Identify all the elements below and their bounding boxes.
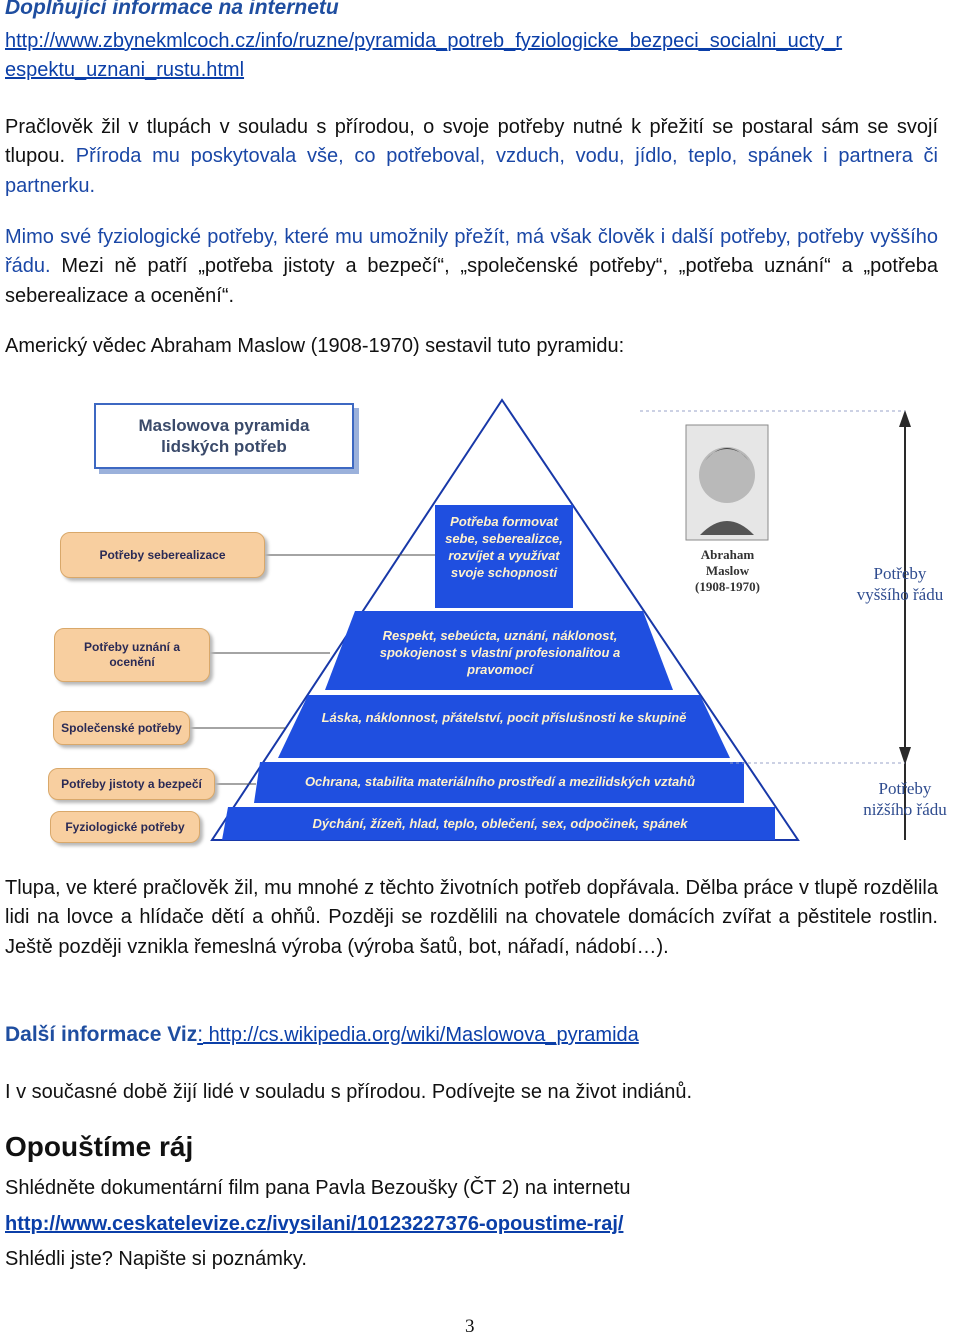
label-higher-line2: vyššího řádu — [856, 585, 944, 604]
step-text-4: Ochrana, stabilita materiálního prostředí a mezilidských vztahů — [304, 774, 696, 789]
film-outro: Shlédli jste? Napište si poznámky. — [5, 1248, 307, 1270]
page-number: 3 — [465, 1316, 475, 1337]
step-text-top: Potřeba formovat sebe, seberealizce, rozvíjet a využívat svoje schopnosti — [445, 514, 563, 580]
label-lower-line1: Potřeby — [878, 779, 932, 798]
label-lower-line2: nižšího řádu — [863, 800, 947, 819]
portrait-caption-name1: Abraham — [700, 547, 755, 562]
paragraph-2-blue: Mimo své fyziologické potřeby, které mu umožnily přežít, má však člověk i další potřeby, potřeby vyššího řádu. — [5, 226, 938, 278]
step-text-5: Dýchání, žízeň, hlad, teplo, oblečení, sex, odpočinek, spánek — [312, 816, 688, 831]
url-link-line2[interactable]: espektu_uznani_rustu.html — [5, 59, 245, 81]
paragraph-5: I v současné době žijí lidé v souladu s přírodou. Podívejte se na život indiánů. — [5, 1081, 693, 1103]
paragraph-1 — [5, 113, 938, 201]
url-link-line1[interactable]: http://www.zbynekmlcoch.cz/info/ruzne/pyramida_potreb_fyziologicke_bezpeci_socialni_ucty_r — [5, 30, 843, 52]
label-higher-needs — [845, 563, 955, 605]
arrow-down-icon — [899, 747, 911, 765]
paragraph-3: Americký vědec Abraham Maslow (1908-1970) sestavil tuto pyramidu: — [5, 335, 625, 357]
more-info-line — [5, 1020, 639, 1050]
paragraph-2-black: Mezi ně patří „potřeba jistoty a bezpečí“, „společenské potřeby“, „potřeba uznání“ a „potřeba seberealizace a ocenění“. — [5, 255, 938, 307]
maslow-portrait-face — [699, 447, 755, 503]
wikipedia-link[interactable]: http://cs.wikipedia.org/wiki/Maslowova_pyramida — [203, 1024, 639, 1046]
label-fyziologicke: Fyziologické potřeby — [50, 811, 200, 843]
ceskatelevize-link[interactable]: http://www.ceskatelevize.cz/ivysilani/10123227376-opoustime-raj/ — [5, 1213, 624, 1235]
paragraph-1-blue: Příroda mu poskytovala vše, co potřeboval, vzduch, vodu, jídlo, teplo, spánek i partnera či partnerku. — [5, 145, 938, 197]
section-heading-opoustime-raj: Opouštíme ráj — [5, 1131, 194, 1162]
more-info-colon: : — [197, 1023, 204, 1046]
step-text-2: Respekt, sebeúcta, uznání, náklonost, spokojenost s vlastní profesionalitou a pravomocí — [379, 628, 621, 677]
film-intro: Shlédněte dokumentární film pana Pavla Bezoušky (ČT 2) na internetu — [5, 1177, 631, 1199]
label-lower-needs — [855, 778, 955, 820]
maslow-pyramid-figure — [40, 395, 955, 855]
label-seberealizace: Potřeby seberealizace — [60, 532, 265, 578]
figure-title-line2: lidských potřeb — [161, 437, 287, 456]
label-jistoty: Potřeby jistoty a bezpečí — [48, 768, 215, 800]
step-text-3: Láska, náklonnost, přátelství, pocit příslušnosti ke skupině — [321, 710, 687, 725]
portrait-caption-name2: Maslow — [705, 563, 750, 578]
section-heading-internet: Doplňující informace na internetu — [5, 0, 339, 19]
paragraph-2 — [5, 223, 938, 311]
paragraph-1-black: Pračlověk žil v tlupách v souladu s přírodou, o svoje potřeby nutné k přežití se postaral sám se svojí tlupou. — [5, 116, 938, 168]
figure-title-box — [94, 403, 354, 469]
more-info-label: Další informace Viz — [5, 1023, 198, 1046]
pyramid-step-3 — [278, 695, 730, 758]
portrait-caption-years: (1908-1970) — [695, 579, 760, 594]
figure-title-line1: Maslowova pyramida — [138, 416, 310, 435]
label-uznani: Potřeby uznání a ocenění — [54, 628, 210, 682]
label-higher-line1: Potřeby — [873, 564, 927, 583]
portrait-caption — [680, 547, 775, 595]
paragraph-4: Tlupa, ve které pračlověk žil, mu mnohé z těchto životních potřeb dopřávala. Dělba práce v tlupě rozdělila lidi na lovce a hlídače dětí a ohňů. Později se rozdělili na chovatele domácích zvířat a pěstitele rostlin. Ještě později vznikla řemeslná výroba (výroba šatů, bot, nářadí, nádobí…). — [5, 877, 938, 958]
arrow-up-icon — [899, 410, 911, 427]
label-spolecenske: Společenské potřeby — [53, 711, 190, 745]
